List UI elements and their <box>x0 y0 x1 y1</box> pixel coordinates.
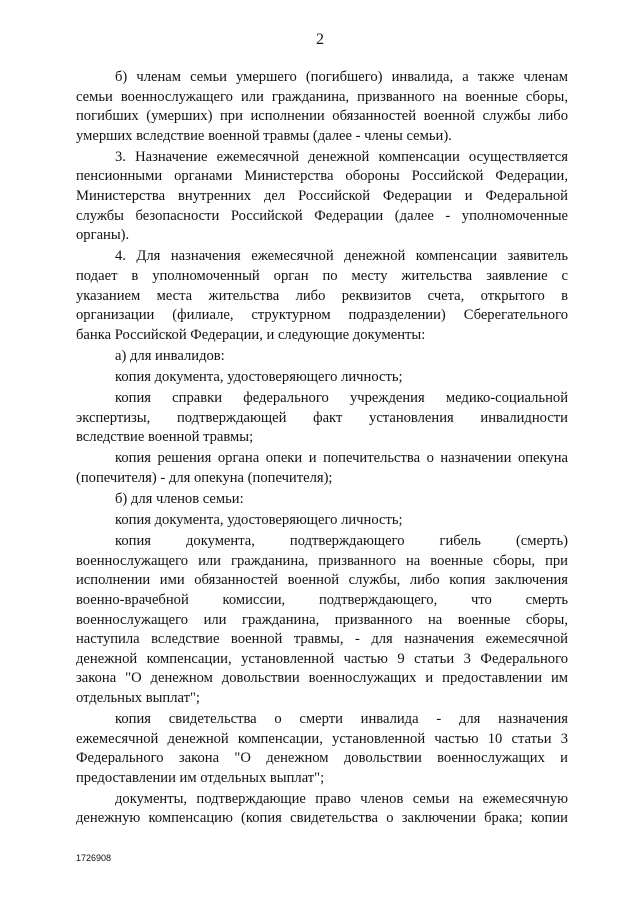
text-line: копия справки федерального учреждения медико-социальной <box>115 390 568 406</box>
text-line: вследствие военной травмы; <box>76 429 254 446</box>
text-line: умерших вследствие военной травмы (далее - члены семьи). <box>76 127 452 144</box>
text-line: 3. Назначение ежемесячной денежной компенсации осуществляется <box>115 148 568 165</box>
text-line: семьи военнослужащего или гражданина, призванного на военные сборы, <box>76 88 568 105</box>
text-line: документы, подтверждающие право членов семьи на ежемесячную <box>115 790 568 807</box>
text-line: б) членам семьи умершего (погибшего) инвалида, а также членам <box>115 69 568 85</box>
text-line: денежную компенсацию (копия свидетельства о заключении брака; копии <box>76 810 568 827</box>
text-line: указанием места жительства либо реквизитов счета, открытого в <box>76 287 568 304</box>
page-number: 2 <box>316 31 324 48</box>
text-line: закона "О денежном довольствии военнослужащих и предоставлении им <box>76 670 568 687</box>
text-line: службы безопасности Российской Федерации (далее - уполномоченные <box>76 207 568 224</box>
text-line: отдельных выплат"; <box>76 689 200 706</box>
text-line: наступила вследствие военной травмы, - для назначения ежемесячной <box>76 631 568 648</box>
text-line: органы). <box>76 227 130 244</box>
text-line: копия документа, подтверждающего гибель (смерть) <box>115 533 568 550</box>
text-line: подает в уполномоченный орган по месту жительства заявление с <box>76 267 568 284</box>
text-line: копия решения органа опеки и попечительства о назначении опекуна <box>115 450 568 467</box>
text-line: а) для инвалидов: <box>115 347 225 364</box>
text-line: банка Российской Федерации, и следующие документы: <box>76 326 426 343</box>
text-line: (попечителя) - для опекуна (попечителя); <box>76 469 333 486</box>
text-line: предоставлении им отдельных выплат"; <box>76 769 325 786</box>
text-line: Министерства внутренних дел Российской Федерации и Федеральной <box>76 188 568 205</box>
text-line: Федерального закона "О денежном довольствии военнослужащих и <box>76 750 568 767</box>
text-line: копия документа, удостоверяющего личность; <box>115 368 403 385</box>
text-line: копия свидетельства о смерти инвалида - для назначения <box>115 711 568 727</box>
text-line: погибших (умерших) при исполнении обязанностей военной службы либо <box>76 108 568 125</box>
text-line: б) для членов семьи: <box>115 490 244 507</box>
document-body <box>76 68 568 829</box>
text-line: денежной компенсации, установленной частью 9 статьи 3 Федерального <box>76 650 568 667</box>
text-line: организации (филиале, структурном подразделении) Сберегательного <box>76 307 568 324</box>
document-code: 1726908 <box>76 853 112 863</box>
text-line: пенсионными органами Министерства обороны Российской Федерации, <box>76 168 568 185</box>
text-line: экспертизы, подтверждающей факт установления инвалидности <box>76 409 568 426</box>
text-line: военно-врачебной комиссии, подтверждающего, что смерть <box>76 591 568 608</box>
text-line: ежемесячной денежной компенсации, установленной частью 10 статьи 3 <box>76 730 568 747</box>
text-line: исполнении ими обязанностей военной службы, либо копия заключения <box>76 572 568 589</box>
text-line: копия документа, удостоверяющего личность; <box>115 512 403 529</box>
text-line: военнослужащего или гражданина, призванного на военные сборы, при <box>76 552 568 569</box>
text-line: военнослужащего или гражданина, призванного на военные сборы, <box>76 611 568 628</box>
text-line: 4. Для назначения ежемесячной денежной компенсации заявитель <box>115 248 568 265</box>
